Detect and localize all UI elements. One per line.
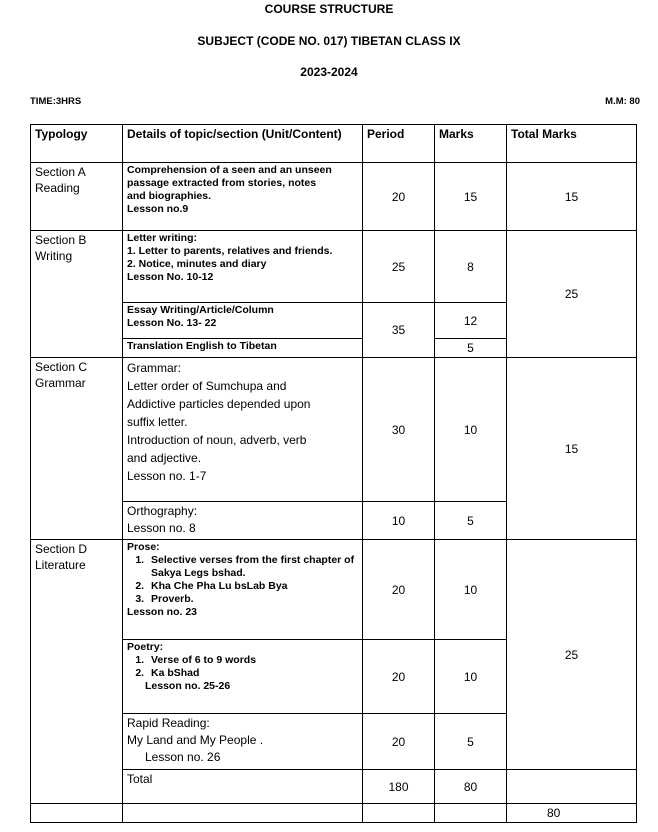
total-marks: 80 (435, 770, 507, 804)
table-row (31, 540, 637, 640)
doc-year: 2023-2024 (300, 65, 358, 79)
section-d-total: 25 (507, 540, 637, 770)
doc-title: COURSE STRUCTURE (264, 2, 394, 16)
table-row (31, 804, 637, 823)
section-a-total: 15 (507, 163, 637, 231)
section-a-name: Section A Reading (31, 163, 123, 231)
total-empty-cell (507, 770, 637, 804)
max-marks-label: M.M: 80 (605, 96, 640, 107)
grand-total: 80 (507, 804, 637, 823)
table-header-row (31, 125, 637, 163)
list-item: 2. Kha Che Pha Lu bsLab Bya (147, 580, 358, 593)
doc-subject: SUBJECT (CODE NO. 017) TIBETAN CLASS IX (197, 34, 461, 48)
section-c-ortho-period: 10 (363, 502, 435, 540)
section-c-ortho-marks: 5 (435, 502, 507, 540)
section-b-essay-period: 35 (363, 303, 435, 358)
col-header-marks: Marks (435, 125, 507, 163)
grand-empty-cell (123, 804, 363, 823)
section-d-poetry-period: 20 (363, 640, 435, 714)
section-d-poetry: Poetry: 1. Verse of 6 to 9 words 2. Ka bShad Lesson no. 25-26 (123, 640, 363, 714)
table-row (31, 231, 637, 303)
section-b-letter: Letter writing: 1. Letter to parents, relatives and friends. 2. Notice, minutes and diary Lesson No. 10-12 (123, 231, 363, 303)
section-d-prose-marks: 10 (435, 540, 507, 640)
prose-list (127, 554, 358, 606)
list-item: 1. Verse of 6 to 9 words (147, 654, 358, 667)
section-d-poetry-marks: 10 (435, 640, 507, 714)
section-b-name: Section B Writing (31, 231, 123, 358)
section-b-translation: Translation English to Tibetan (123, 339, 363, 358)
list-item: 1. Selective verses from the first chapter of Sakya Legs bshad. (147, 554, 358, 580)
total-period: 180 (363, 770, 435, 804)
section-d-rapid: Rapid Reading: My Land and My People . Lesson no. 26 (123, 714, 363, 770)
section-b-letter-period: 25 (363, 231, 435, 303)
section-c-name: Section C Grammar (31, 358, 123, 540)
list-item: 3. Proverb. (147, 593, 358, 606)
time-label: TIME:3HRS (30, 96, 82, 107)
section-b-essay: Essay Writing/Article/Column Lesson No. 13- 22 (123, 303, 363, 339)
col-header-details: Details of topic/section (Unit/Content) (123, 125, 363, 163)
list-item: 2. Ka bShad (147, 667, 358, 680)
col-header-total-marks: Total Marks (507, 125, 637, 163)
section-d-prose-period: 20 (363, 540, 435, 640)
table-row (31, 163, 637, 231)
grand-empty-cell (31, 804, 123, 823)
section-c-grammar-marks: 10 (435, 358, 507, 502)
section-d-prose: Prose: 1. Selective verses from the first chapter of Sakya Legs bshad. 2. Kha Che Pha Lu bsLab Bya 3. Proverb. Lesson no. 23 (123, 540, 363, 640)
section-d-name: Section D Literature (31, 540, 123, 804)
col-header-typology: Typology (31, 125, 123, 163)
col-header-period: Period (363, 125, 435, 163)
section-a-marks: 15 (435, 163, 507, 231)
section-a-detail: Comprehension of a seen and an unseen passage extracted from stories, notes and biographies. Lesson no.9 (123, 163, 363, 231)
section-d-rapid-marks: 5 (435, 714, 507, 770)
section-b-total: 25 (507, 231, 637, 358)
section-d-rapid-period: 20 (363, 714, 435, 770)
poetry-list (127, 654, 358, 680)
section-c-total: 15 (507, 358, 637, 540)
grand-empty-cell (363, 804, 435, 823)
section-b-essay-marks: 12 (435, 303, 507, 339)
total-label: Total (123, 770, 363, 804)
section-a-period: 20 (363, 163, 435, 231)
grand-empty-cell (435, 804, 507, 823)
section-c-grammar: Grammar: Letter order of Sumchupa and Addictive particles depended upon suffix letter. Introduction of noun, adverb, verb and adjective. Lesson no. 1-7 (123, 358, 363, 502)
section-c-grammar-period: 30 (363, 358, 435, 502)
section-c-orthography: Orthography: Lesson no. 8 (123, 502, 363, 540)
section-b-letter-marks: 8 (435, 231, 507, 303)
table-row (31, 358, 637, 502)
course-structure-table (30, 124, 637, 823)
section-b-translation-marks: 5 (435, 339, 507, 358)
